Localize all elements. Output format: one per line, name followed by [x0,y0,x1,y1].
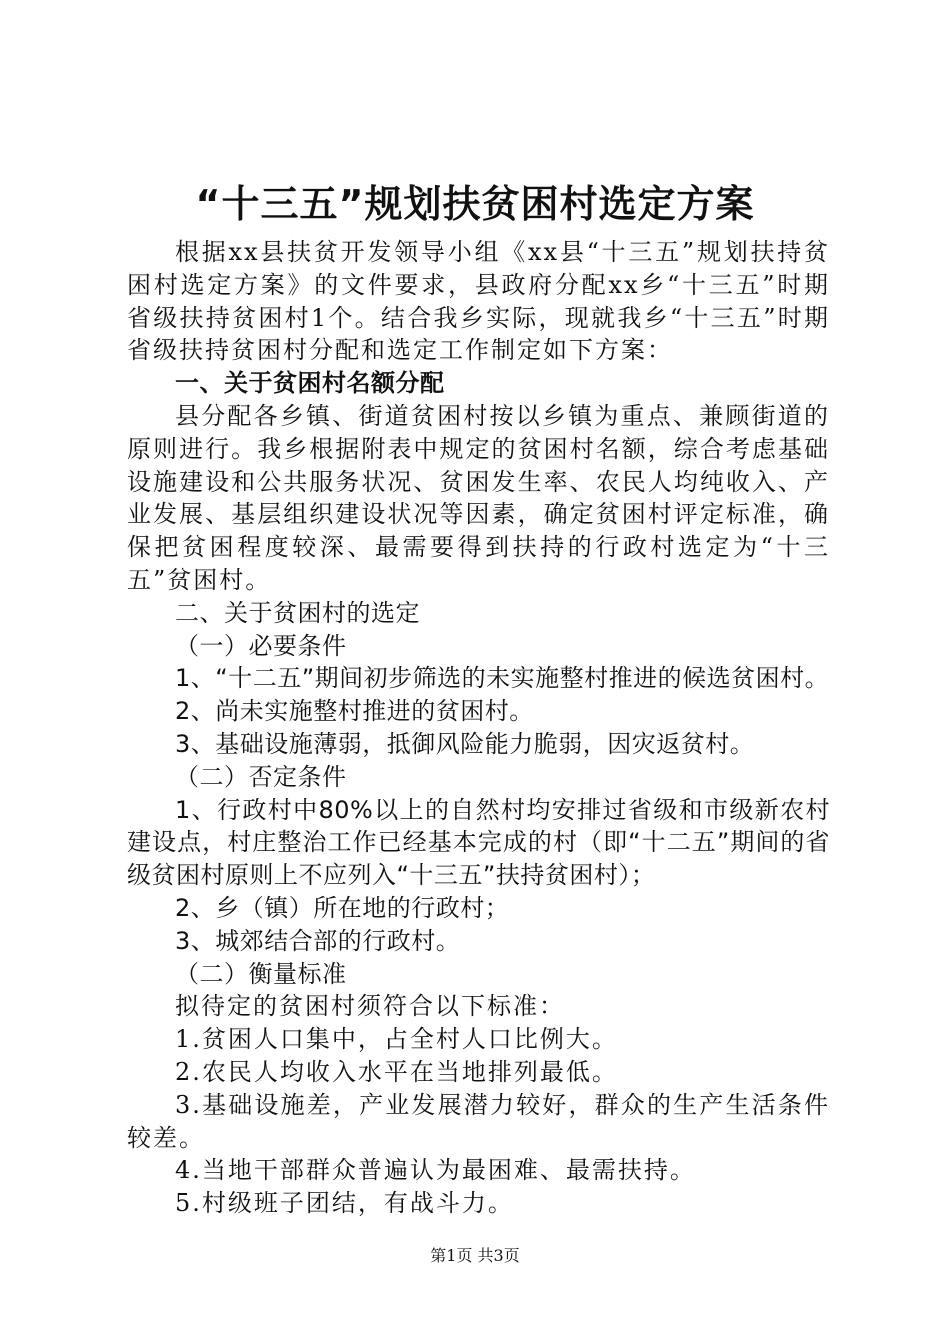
standard-item-5: 5.村级班子团结，有战斗力。 [175,1189,514,1218]
standard-item-4: 4.当地干部群众普遍认为最困难、最需扶持。 [175,1156,696,1185]
standard-item-2: 2.农民人均收入水平在当地排列最低。 [175,1057,618,1086]
required-item-3: 3、基础设施薄弱，抵御风险能力脆弱，因灾返贫村。 [175,729,755,758]
document-title: “十三五”规划扶贫困村选定方案 [195,182,755,226]
section2-heading: 二、关于贫困村的选定 [175,598,420,627]
negative-conditions-heading: （二）否定条件 [175,762,347,791]
negative-item-2: 2、乡（镇）所在地的行政村； [175,893,510,922]
standard-intro: 拟待定的贫困村须符合以下标准： [175,992,565,1021]
document-body [127,236,830,1220]
intro-paragraph: 根据xx县扶贫开发领导小组《xx县“十三五”规划扶持贫困村选定方案》的文件要求，县政府分配xx乡“十三五”时期省级扶持贫困村1个。结合我乡实际，现就我乡“十三五”时期省级扶持贫困村分配和选定工作制定如下方案： [127,238,830,365]
negative-item-1: 1、行政村中80%以上的自然村均安排过省级和市级新农村建设点，村庄整治工作已经基本完成的村（即“十二五”期间的省级贫困村原则上不应列入“十三五”扶持贫困村）； [127,795,830,890]
section1-paragraph: 县分配各乡镇、街道贫困村按以乡镇为重点、兼顾街道的原则进行。我乡根据附表中规定的贫困村名额，综合考虑基础设施建设和公共服务状况、贫困发生率、农民人均纯收入、产业发展、基层组织建设状况等因素，确定贫困村评定标准，确保把贫困程度较深、最需要得到扶持的行政村选定为“十三五”贫困村。 [127,401,830,594]
standard-item-1: 1.贫困人口集中，占全村人口比例大。 [175,1025,618,1054]
standard-heading: （二）衡量标准 [175,959,347,988]
required-conditions-heading: （一）必要条件 [175,631,347,660]
required-item-2: 2、尚未实施整村推进的贫困村。 [175,697,534,726]
negative-item-3: 3、城郊结合部的行政村。 [175,926,461,955]
page-footer: 第1页 共3页 [430,1246,520,1265]
required-item-1: 1、“十二五”期间初步筛选的未实施整村推进的候选贫困村。 [175,664,830,693]
section1-heading: 一、关于贫困村名额分配 [175,369,445,398]
standard-item-3: 3.基础设施差，产业发展潜力较好，群众的生产生活条件较差。 [127,1090,830,1152]
